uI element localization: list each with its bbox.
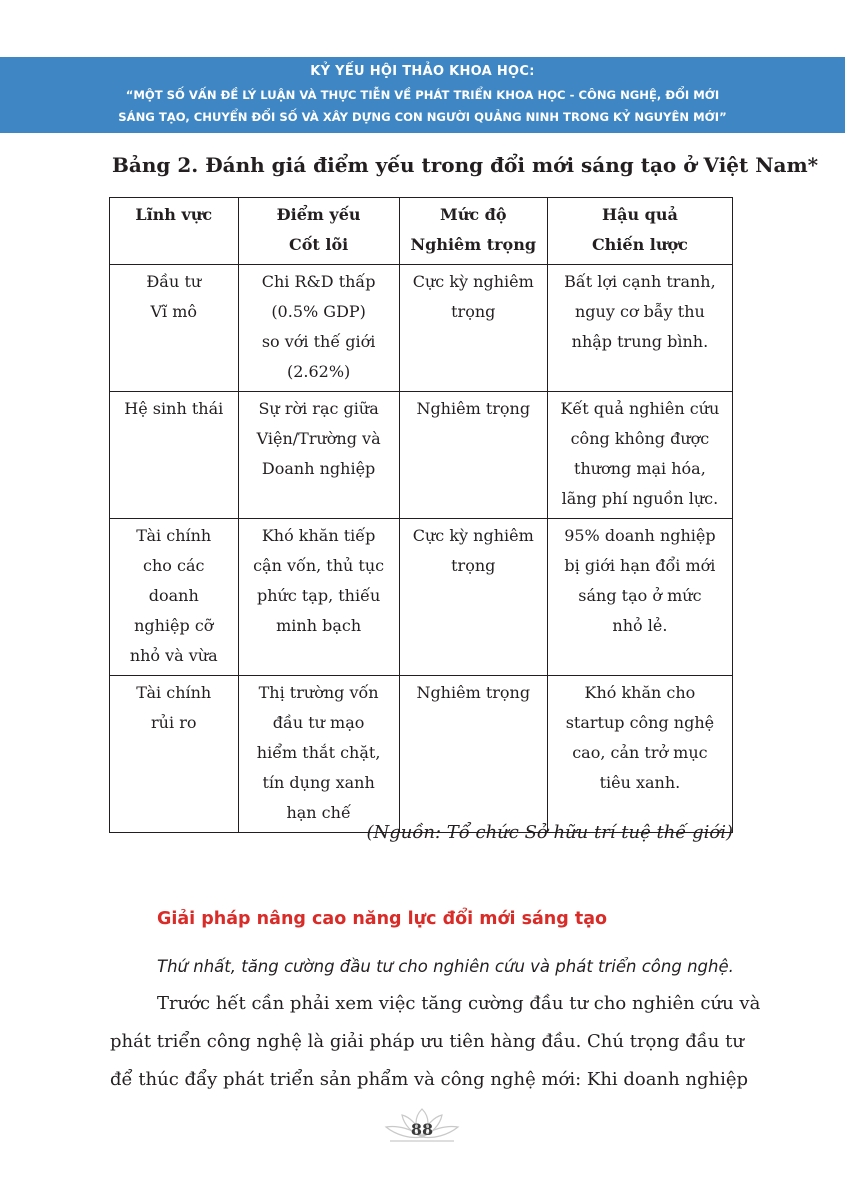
header-severity: Mức độ Nghiêm trọng: [399, 198, 547, 265]
table-cell: Cực kỳ nghiêm trọng: [399, 519, 547, 676]
table-cell: Hệ sinh thái: [110, 392, 239, 519]
table-row: [110, 676, 733, 833]
table-cell: Sự rời rạc giữa Viện/Trường và Doanh nghiệp: [238, 392, 399, 519]
header-field: Lĩnh vực: [110, 198, 239, 265]
table-source-note: (Nguồn: Tổ chức Sở hữu trí tuệ thế giới): [366, 822, 733, 843]
table-cell: Tài chính rủi ro: [110, 676, 239, 833]
table-row: [110, 265, 733, 392]
section-heading: Giải pháp nâng cao năng lực đổi mới sáng tạo: [157, 909, 608, 929]
table-cell: Bất lợi cạnh tranh, nguy cơ bẫy thu nhập trung bình.: [547, 265, 732, 392]
header-title: KỶ YẾU HỘI THẢO KHOA HỌC:: [310, 64, 535, 79]
subsection-lead: Thứ nhất, tăng cường đầu tư cho nghiên cứu và phát triển công nghệ.: [157, 957, 734, 976]
table-cell: Nghiêm trọng: [399, 392, 547, 519]
weakness-table: [109, 197, 733, 833]
table-cell: Thị trường vốn đầu tư mạo hiểm thắt chặt, tín dụng xanh hạn chế: [238, 676, 399, 833]
table-cell: Kết quả nghiên cứu công không được thương mại hóa, lãng phí nguồn lực.: [547, 392, 732, 519]
body-text-line: để thúc đẩy phát triển sản phẩm và công nghệ mới: Khi doanh nghiệp: [110, 1069, 749, 1090]
body-text-line: Trước hết cần phải xem việc tăng cường đầu tư cho nghiên cứu và: [157, 993, 761, 1014]
header-core-weakness: Điểm yếu Cốt lõi: [238, 198, 399, 265]
header-strategic-consequence: Hậu quả Chiến lược: [547, 198, 732, 265]
table-cell: Cực kỳ nghiêm trọng: [399, 265, 547, 392]
table-cell: Khó khăn tiếp cận vốn, thủ tục phức tạp, thiếu minh bạch: [238, 519, 399, 676]
table-cell: Nghiêm trọng: [399, 676, 547, 833]
page-number: 88: [410, 1120, 434, 1139]
header-subtitle-line-1: “MỘT SỐ VẤN ĐỀ LÝ LUẬN VÀ THỰC TIỄN VỀ PHÁT TRIỂN KHOA HỌC - CÔNG NGHỆ, ĐỔI MỚI: [125, 88, 720, 102]
header-banner: [0, 57, 845, 133]
table-cell: Tài chính cho các doanh nghiệp cỡ nhỏ và vừa: [110, 519, 239, 676]
table-row: [110, 519, 733, 676]
table-header-row: [110, 198, 733, 265]
table-row: [110, 392, 733, 519]
header-subtitle-line-2: SÁNG TẠO, CHUYỂN ĐỔI SỐ VÀ XÂY DỰNG CON NGƯỜI QUẢNG NINH TRONG KỶ NGUYÊN MỚI”: [118, 110, 727, 124]
body-text-line: phát triển công nghệ là giải pháp ưu tiên hàng đầu. Chú trọng đầu tư: [110, 1031, 744, 1052]
table-cell: Chi R&D thấp (0.5% GDP) so với thế giới (2.62%): [238, 265, 399, 392]
table-cell: Đầu tư Vĩ mô: [110, 265, 239, 392]
table-cell: 95% doanh nghiệp bị giới hạn đổi mới sáng tạo ở mức nhỏ lẻ.: [547, 519, 732, 676]
table-cell: Khó khăn cho startup công nghệ cao, cản trở mục tiêu xanh.: [547, 676, 732, 833]
table-title: Bảng 2. Đánh giá điểm yếu trong đổi mới sáng tạo ở Việt Nam*: [112, 153, 819, 177]
